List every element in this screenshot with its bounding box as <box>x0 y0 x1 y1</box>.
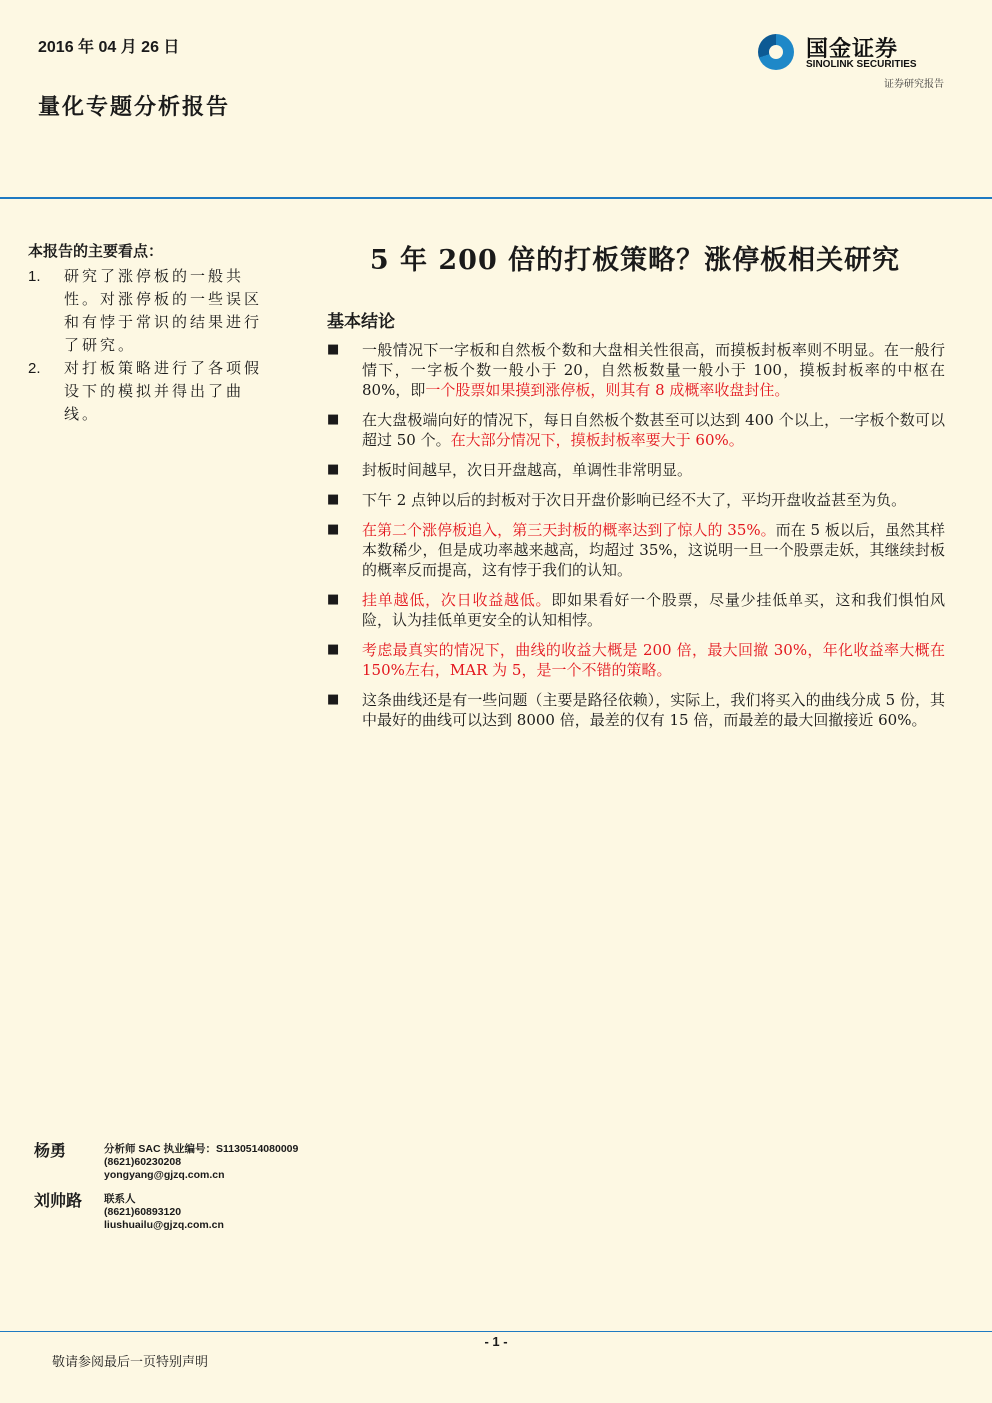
bullet-highlight: 在大部分情况下，摸板封板率要大于 60%。 <box>450 431 744 449</box>
highlights-sidebar <box>28 240 268 426</box>
list-item <box>327 460 945 480</box>
author-name: 刘帅路 <box>34 1191 83 1210</box>
sidebar-item-text: 对打板策略进行了各项假设下的模拟并得出了曲线。 <box>64 359 263 423</box>
section-heading: 基本结论 <box>327 312 395 332</box>
bullet-text: 在大盘极端向好的情况下，每日自然板个数甚至可以达到 400 个以上，一字板个数可以超过 50 个。 <box>362 411 945 449</box>
conclusion-list <box>327 340 945 740</box>
list-item <box>327 590 945 630</box>
report-title: 5 年 200 倍的打板策略？涨停板相关研究 <box>369 245 901 276</box>
list-item <box>327 410 945 450</box>
report-date: 2016 年 04 月 26 日 <box>38 39 180 56</box>
author-phone: (8621)60893120 <box>104 1206 182 1218</box>
logo-en: SINOLINK SECURITIES <box>806 59 917 70</box>
author-email[interactable]: liushuailu@gjzq.com.cn <box>104 1219 224 1231</box>
list-item <box>327 520 945 580</box>
bullet-highlight: 挂单越低，次日收益越低。 <box>362 591 552 609</box>
square-bullet-icon: ■ <box>327 412 340 427</box>
footer-divider <box>0 1331 992 1332</box>
author-name: 杨勇 <box>34 1141 67 1160</box>
square-bullet-icon: ■ <box>327 342 340 357</box>
logo-cn: 国金证券 <box>806 36 899 61</box>
square-bullet-icon: ■ <box>327 522 340 537</box>
report-type: 量化专题分析报告 <box>38 94 231 120</box>
author-entry <box>34 1138 298 1182</box>
bullet-text: 一般情况下一字板和自然板个数和大盘相关性很高，而摸板封板率则不明显。在一般行情下，一字板个数一般小于 20，自然板数量一般小于 100，摸板封板率的中枢在 80%，即 <box>362 341 945 399</box>
square-bullet-icon: ■ <box>327 592 340 607</box>
square-bullet-icon: ■ <box>327 492 340 507</box>
page-number: - 1 - <box>484 1334 508 1349</box>
square-bullet-icon: ■ <box>327 642 340 657</box>
bullet-tail: 而在 5 板以后，虽然其样本数稀少，但是成功率越来越高，均超过 35%，这说明一旦一个股票走妖，其继续封板的概率反而提高，这有悖于我们的认知。 <box>362 521 945 579</box>
author-entry <box>34 1188 298 1232</box>
sidebar-item-text: 研究了涨停板的一般共性。对涨停板的一些误区和有悖于常识的结果进行了研究。 <box>64 267 263 354</box>
list-item <box>327 490 945 510</box>
logo-subtitle: 证券研究报告 <box>884 79 944 90</box>
author-phone: (8621)60230208 <box>104 1156 182 1168</box>
bullet-highlight: 在第二个涨停板追入，第三天封板的概率达到了惊人的 35%。 <box>362 521 776 539</box>
sidebar-heading: 本报告的主要看点： <box>28 242 164 260</box>
logo-mark-icon <box>758 34 794 70</box>
sidebar-item-number: 2. <box>28 360 41 377</box>
bullet-text: 封板时间越早，次日开盘越高，单调性非常明显。 <box>362 461 693 479</box>
list-item <box>327 340 945 400</box>
header-divider <box>0 197 992 199</box>
company-logo <box>758 30 948 94</box>
list-item <box>327 690 945 730</box>
footer-disclaimer: 敬请参阅最后一页特别声明 <box>52 1355 209 1370</box>
authors-block <box>34 1138 298 1238</box>
bullet-highlight: 一个股票如果摸到涨停板，则其有 8 成概率收盘封住。 <box>425 381 790 399</box>
sidebar-item <box>28 357 268 426</box>
bullet-text: 下午 2 点钟以后的封板对于次日开盘价影响已经不大了，平均开盘收益甚至为负。 <box>362 491 907 509</box>
list-item <box>327 640 945 680</box>
author-title: 分析师 SAC 执业编号：S1130514080009 <box>104 1143 299 1155</box>
sidebar-item-number: 1. <box>28 268 41 285</box>
author-email[interactable]: yongyang@gjzq.com.cn <box>104 1169 225 1181</box>
bullet-text: 这条曲线还是有一些问题（主要是路径依赖），实际上，我们将买入的曲线分成 5 份，其中最好的曲线可以达到 8000 倍，最差的仅有 15 倍，而最差的最大回撤接近 60%。 <box>362 691 945 729</box>
square-bullet-icon: ■ <box>327 692 340 707</box>
bullet-tail: 即如果看好一个股票，尽量少挂低单买，这和我们惧怕风险，认为挂低单更安全的认知相悖。 <box>362 591 945 629</box>
sidebar-item <box>28 265 268 357</box>
square-bullet-icon: ■ <box>327 462 340 477</box>
author-title: 联系人 <box>104 1193 136 1205</box>
bullet-highlight: 考虑最真实的情况下，曲线的收益大概是 200 倍，最大回撤 30%，年化收益率大概在 150%左右，MAR 为 5，是一个不错的策略。 <box>362 641 945 679</box>
